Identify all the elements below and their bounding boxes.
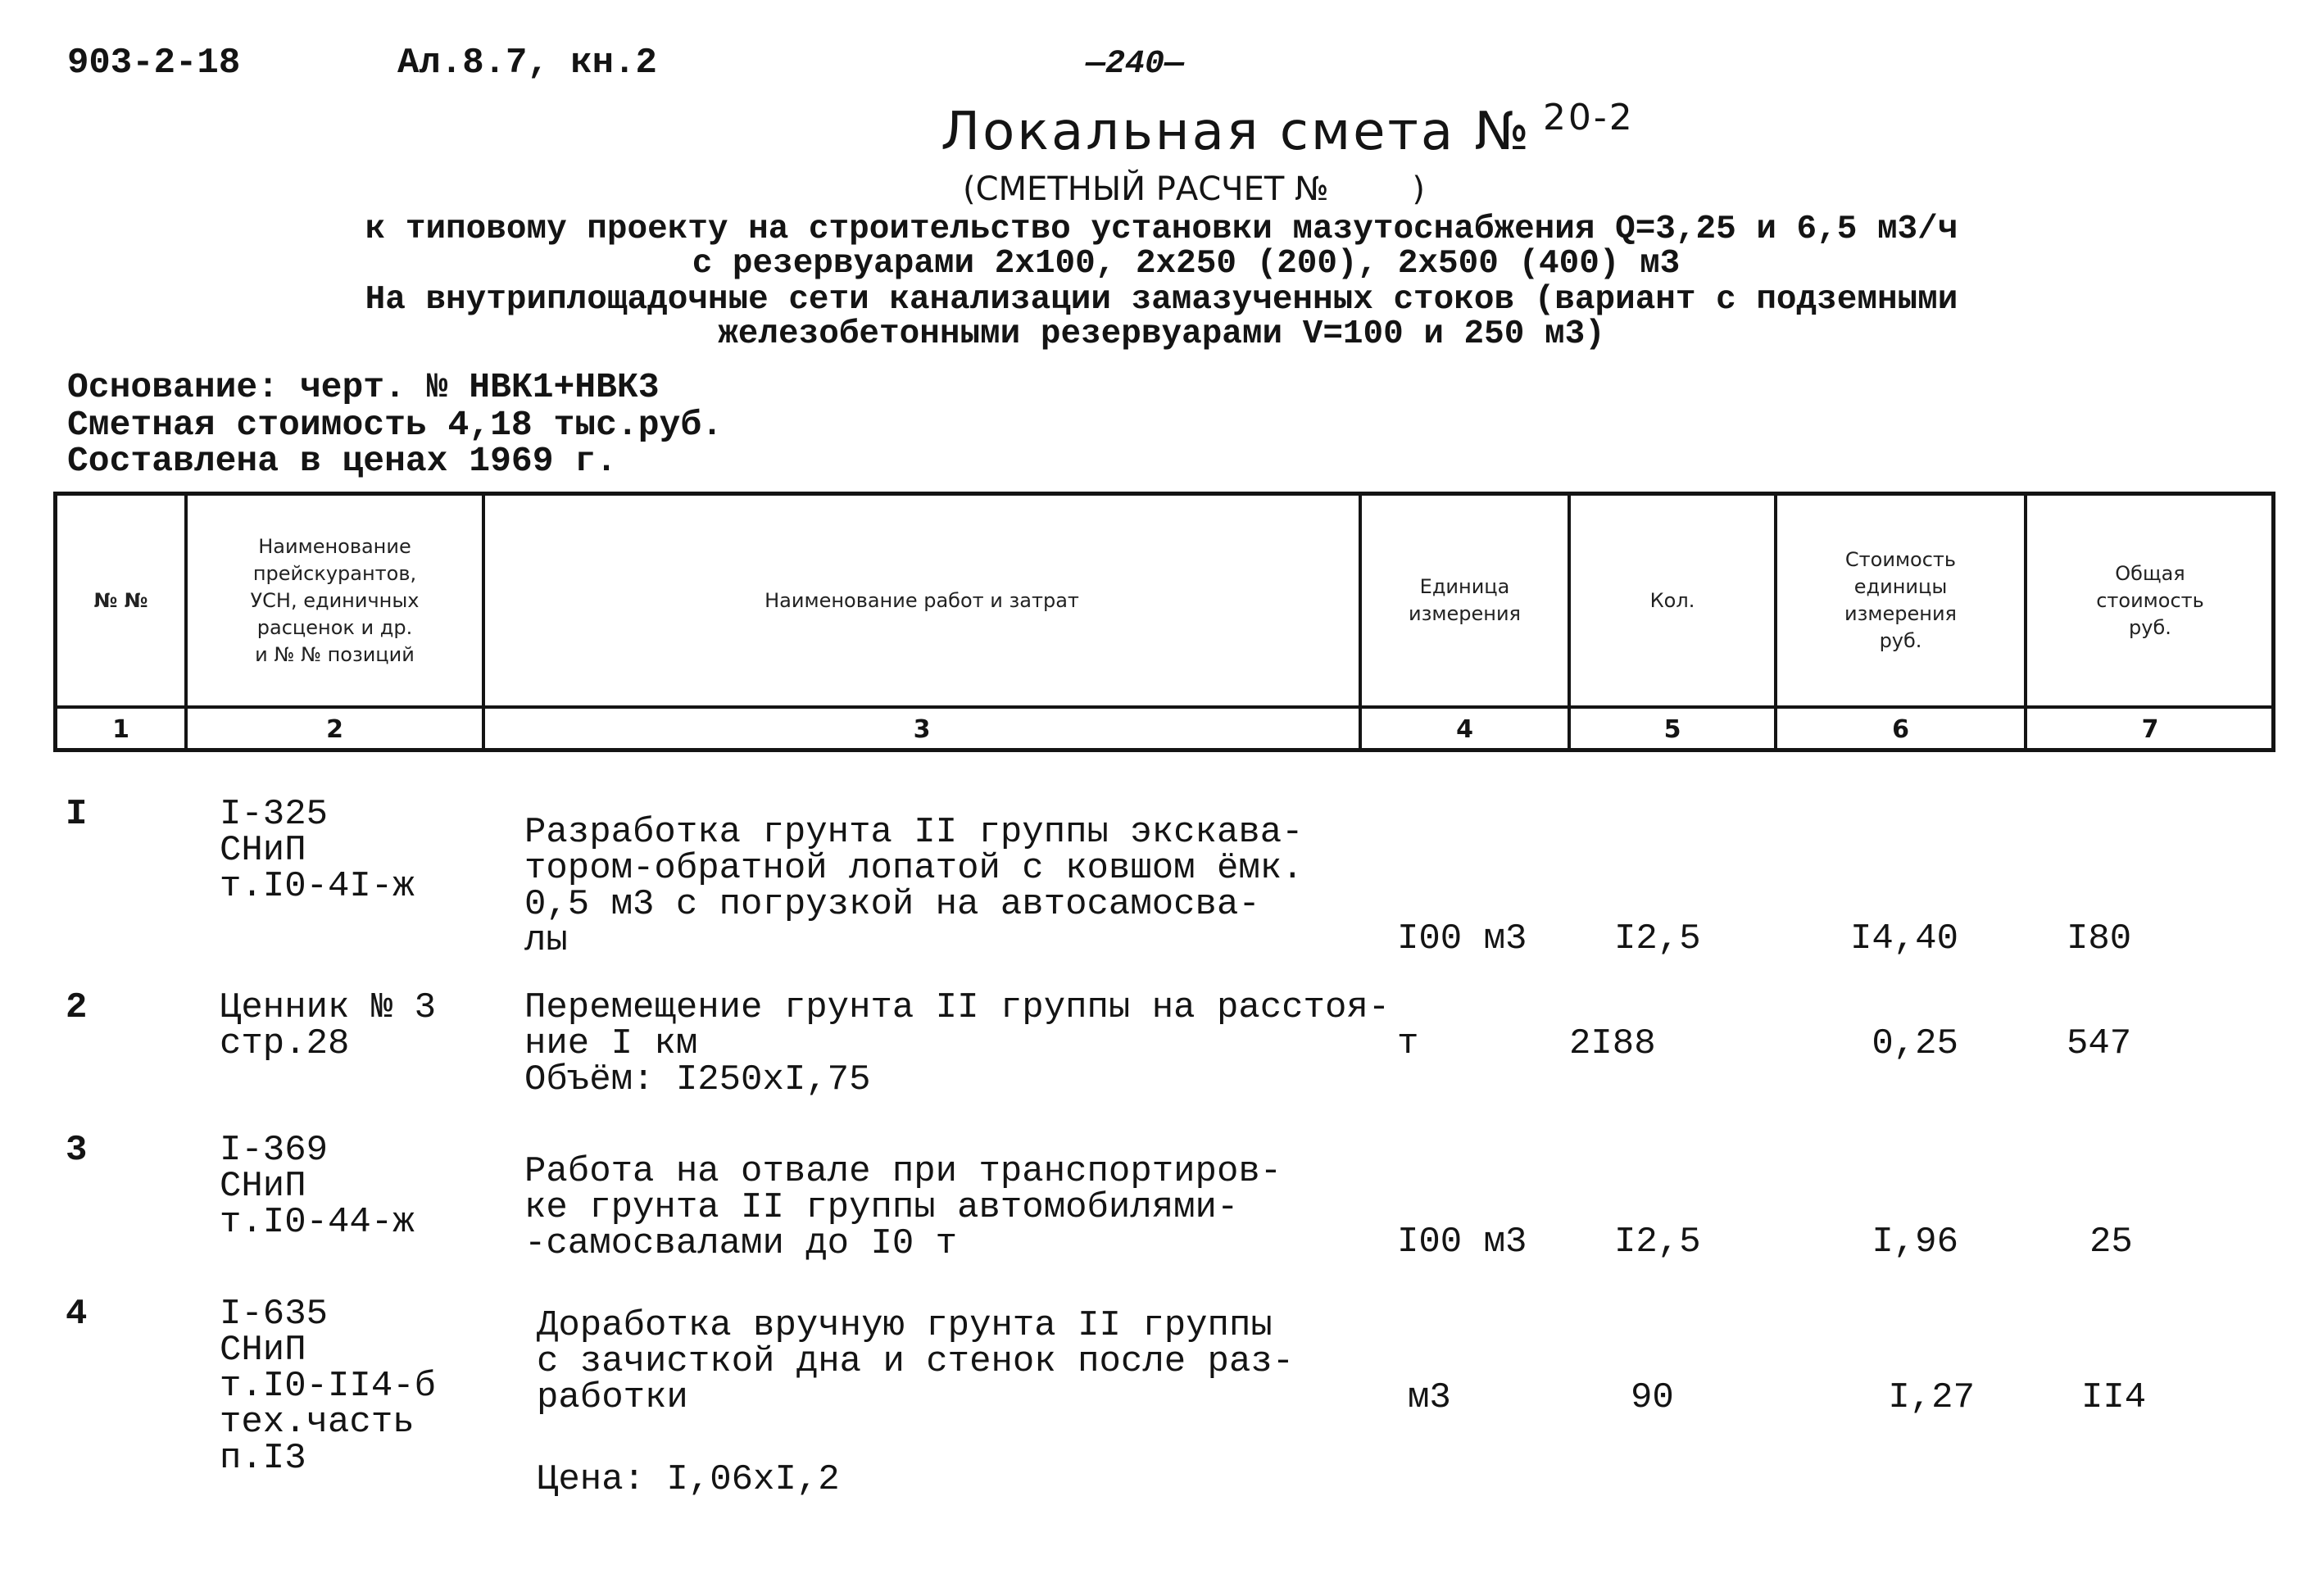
table-header <box>53 492 2275 752</box>
row-unit: I00 м3 <box>1397 1222 1527 1263</box>
title-text: Локальная смета № <box>941 102 1531 162</box>
row-total: II4 <box>2081 1377 2147 1418</box>
header-col-7: Общая стоимость руб. <box>2096 561 2204 639</box>
row-work-description: Работа на отвале при транспортиров- ке грунта II группы автомобилями- -самосвалами до I0 т <box>524 1151 1282 1264</box>
row-number: 3 <box>66 1130 88 1171</box>
col-number-2: 2 <box>326 714 343 744</box>
row-quantity: I2,5 <box>1614 918 1701 959</box>
row-unit-price: 0,25 <box>1872 1023 1958 1064</box>
col-number-6: 6 <box>1892 714 1909 744</box>
col-number-3: 3 <box>913 714 931 744</box>
basis-prices-year: Составлена в ценах 1969 г. <box>67 441 617 481</box>
col-number-7: 7 <box>2141 714 2159 744</box>
page-number: —240— <box>1086 46 1185 83</box>
basis-drawing: Основание: черт. № НВК1+НВК3 <box>67 367 660 407</box>
description-line-1: к типовому проекту на строительство установки мазутоснабжения Q=3,25 и 6,5 м3/ч <box>365 211 1958 248</box>
row-total: 547 <box>2067 1023 2132 1064</box>
description-line-3: На внутриплощадочные сети канализации замазученных стоков (вариант с подземными <box>365 281 1958 319</box>
row-work-description: Доработка вручную грунта II группы с зачисткой дна и стенок после раз- работки <box>537 1305 1295 1418</box>
row-unit-price: I,96 <box>1872 1222 1958 1263</box>
page-title <box>941 97 1635 162</box>
album-reference: Ал.8.7, кн.2 <box>397 43 657 84</box>
title-number: 20-2 <box>1542 97 1635 138</box>
description-line-4: железобетонными резервуарами V=100 и 250 м3) <box>718 315 1605 353</box>
header-col-6: Стоимость единицы измерения руб. <box>1844 548 1957 652</box>
row-reference: I-635 СНиП т.I0-II4-б тех.часть п.I3 <box>220 1294 437 1479</box>
row-unit-price: I,27 <box>1888 1377 1975 1418</box>
header-col-1: № № <box>93 588 148 612</box>
basis-cost: Сметная стоимость 4,18 тыс.руб. <box>67 405 723 445</box>
header-col-3: Наименование работ и затрат <box>765 588 1079 612</box>
row-reference: I-325 СНиП т.I0-4I-ж <box>220 794 415 907</box>
header-col-5: Кол. <box>1649 588 1695 612</box>
row-number: I <box>66 794 88 835</box>
header-col-4: Единица измерения <box>1409 575 1521 625</box>
row-reference: Ценник № 3 стр.28 <box>220 987 437 1064</box>
row-unit: I00 м3 <box>1397 918 1527 959</box>
col-number-4: 4 <box>1456 714 1473 744</box>
row-quantity: I2,5 <box>1614 1222 1701 1263</box>
row-unit: м3 <box>1408 1377 1451 1418</box>
description-line-2: с резервуарами 2x100, 2x250 (200), 2x500 (400) м3 <box>692 245 1681 283</box>
row-unit-price: I4,40 <box>1849 918 1958 959</box>
row-work-description: Разработка грунта II группы экскава- тором-обратной лопатой с ковшом ёмк. 0,5 м3 с погрузкой на автосамосва- лы <box>524 812 1304 961</box>
row-work-description: Перемещение грунта II группы на расстоя- ние I км Объём: I250xI,75 <box>524 987 1391 1100</box>
row-total: 25 <box>2089 1222 2133 1263</box>
row-number: 4 <box>66 1294 88 1335</box>
row-price-note: Цена: I,06xI,2 <box>537 1459 840 1500</box>
subtitle: (СМЕТНЫЙ РАСЧЕТ № ) <box>963 170 1425 208</box>
document-code: 903-2-18 <box>67 43 241 84</box>
row-reference: I-369 СНиП т.I0-44-ж <box>220 1130 415 1243</box>
header-col-2: Наименование прейскурантов, УСН, единичных расценок и др. и № № позиций <box>250 534 420 666</box>
row-quantity: 90 <box>1631 1377 1674 1418</box>
col-number-1: 1 <box>112 714 129 744</box>
col-number-5: 5 <box>1663 714 1681 744</box>
row-number: 2 <box>66 987 88 1028</box>
row-unit: т <box>1397 1023 1419 1064</box>
row-quantity: 2I88 <box>1569 1023 1656 1064</box>
row-total: I80 <box>2067 918 2132 959</box>
